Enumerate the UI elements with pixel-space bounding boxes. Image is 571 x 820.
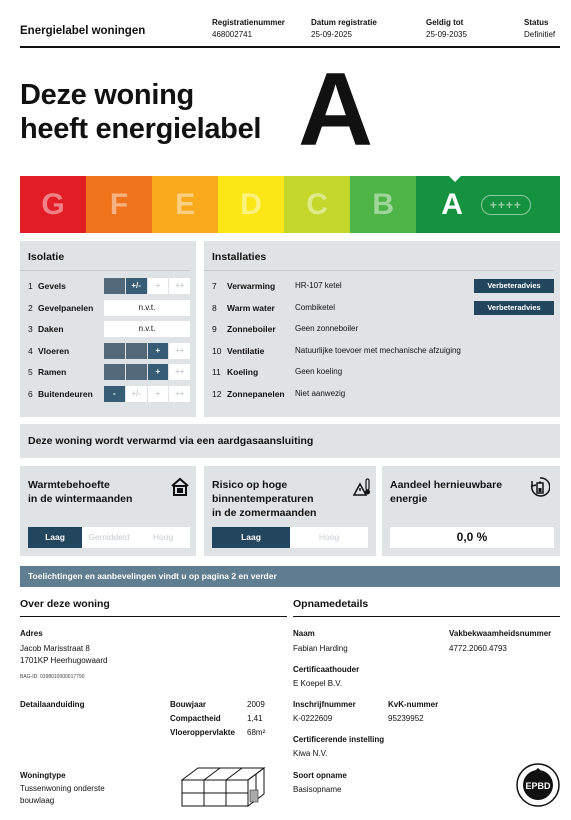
rating-segment (126, 364, 147, 380)
compactheid-value: 1,41 (247, 714, 263, 723)
registratienummer: Registratienummer 468002741 (212, 18, 285, 39)
label-b-cell (350, 176, 416, 233)
over-woning-title: Over deze woning (20, 598, 287, 617)
kvk-value: 95239952 (388, 714, 424, 723)
epbd-logo-text: EPBD (525, 781, 551, 791)
option-hoog: Hoog (290, 527, 368, 548)
row-label: Ventilatie (227, 345, 265, 356)
warmtebehoefte-card (20, 466, 196, 556)
vloeroppervlakte-label: Vloeroppervlakte (170, 728, 235, 737)
risico-card (204, 466, 376, 556)
risico-title: Risico op hoge binnentemperaturen in de zomermaanden (212, 479, 317, 519)
row-label: Warm water (227, 302, 275, 313)
rating-segment: +/- (126, 386, 147, 402)
vakbekwaamheid-value: 4772.2060.4793 (449, 644, 507, 653)
row-label: Buitendeuren (38, 388, 93, 399)
row-label: Ramen (38, 367, 67, 377)
label-letter: F (109, 187, 129, 221)
rating-segment: + (148, 386, 169, 402)
rating-segment: ++ (169, 386, 190, 402)
label-letter: C (306, 187, 328, 221)
label-f-cell (86, 176, 152, 233)
rating-segment: ++ (169, 278, 190, 294)
rating-segment: +/- (126, 278, 147, 294)
hernieuwbaar-title: Aandeel hernieuwbare energie (390, 479, 503, 505)
installatie-row (212, 343, 552, 359)
rating-segment: + (148, 343, 169, 359)
label-e-cell (152, 176, 218, 233)
label-letter: E (175, 187, 196, 221)
value-text: n.v.t. (138, 302, 156, 312)
plus-rating: ++++ (481, 195, 531, 215)
row-value: Geen zonneboiler (295, 324, 359, 333)
rating-segment (104, 278, 125, 294)
document-header (20, 14, 560, 48)
verbeteradvies-button[interactable]: Verbeteradvies (474, 301, 554, 315)
verbeteradvies-button[interactable]: Verbeteradvies (474, 279, 554, 293)
row-value: Geen koeling (295, 367, 343, 376)
row-value: Niet aanwezig (295, 388, 346, 398)
certificaathouder-value: E Koepel B.V. (293, 679, 343, 688)
warmtebehoefte-title: Warmtebehoefte in de wintermaanden (28, 479, 133, 505)
epbd-logo (515, 762, 561, 808)
isolatie-row (28, 343, 190, 359)
row-number: 3 (28, 324, 33, 334)
isolatie-row (28, 386, 190, 402)
rating-segment: - (104, 386, 125, 402)
bag-id: BAG-ID: 0398010000017790 (20, 674, 85, 680)
rating-scale (104, 364, 190, 380)
row-number: 6 (28, 388, 33, 399)
woningtype-line1: Tussenwoning onderste (20, 784, 105, 793)
row-number: 9 (212, 324, 217, 334)
status: Status Definitief (524, 18, 556, 39)
isolatie-row (28, 364, 190, 380)
rating-segment (104, 364, 125, 380)
row-label: Vloeren (38, 345, 70, 356)
label-d-cell (218, 176, 284, 233)
inschrijfnummer-value: K-0222609 (293, 714, 333, 723)
label-g-cell (20, 176, 86, 233)
row-number: 5 (28, 367, 33, 377)
certificerende-instelling-label: Certificerende instelling (293, 735, 385, 744)
hero-heading: Deze woning heeft energielabel (20, 79, 262, 145)
energy-label-scale (20, 176, 560, 233)
installaties-title: Installaties (204, 241, 554, 271)
row-label: Gevelpanelen (38, 302, 94, 313)
isolatie-title: Isolatie (20, 241, 190, 271)
installatie-row (212, 364, 552, 380)
rating-scale (104, 278, 190, 294)
rating-segment: ++ (169, 343, 190, 359)
bouwjaar-label: Bouwjaar (170, 700, 207, 709)
rating-scale (104, 386, 190, 402)
geldig-tot: Geldig tot 25-09-2035 (426, 18, 467, 39)
naam-value: Fabian Harding (293, 644, 348, 653)
document-title: Energielabel woningen (20, 25, 146, 37)
renewable-battery-icon (530, 476, 550, 498)
warmtebehoefte-scale (28, 527, 190, 548)
hernieuwbaar-card (382, 466, 560, 556)
vakbekwaamheid-label: Vakbekwaamheidsnummer (449, 629, 552, 638)
adres-label: Adres (20, 629, 43, 638)
woningtype-line2: bouwlaag (20, 796, 55, 805)
row-label: Koeling (227, 367, 259, 377)
row-number: 11 (212, 367, 221, 377)
row-value (104, 321, 190, 337)
option-hoog: Hoog (136, 527, 190, 548)
label-letter: D (240, 187, 262, 221)
installatie-row (212, 321, 552, 337)
risico-scale (212, 527, 368, 548)
house-icon (170, 476, 190, 498)
explanation-banner: Toelichtingen en aanbevelingen vindt u op pagina 2 en verder (20, 566, 560, 587)
building-diagram-icon (178, 760, 278, 810)
rating-segment: + (148, 278, 169, 294)
rating-scale (104, 343, 190, 359)
option-gemiddeld: Gemiddeld (82, 527, 136, 548)
vloeroppervlakte-value: 68m² (247, 728, 266, 737)
certificerende-instelling-value: Kiwa N.V. (293, 749, 328, 758)
label-letter: A (441, 187, 463, 221)
kvk-label: KvK-nummer (388, 700, 439, 709)
row-number: 8 (212, 302, 217, 313)
row-label: Zonneboiler (227, 324, 276, 334)
row-number: 10 (212, 345, 222, 356)
compactheid-label: Compactheid (170, 714, 221, 723)
label-letter: G (41, 187, 65, 221)
bouwjaar-value: 2009 (247, 700, 265, 709)
row-value: HR-107 ketel (295, 281, 342, 290)
isolatie-row (28, 300, 190, 316)
energy-label-letter: A (298, 52, 374, 168)
option-laag: Laag (212, 527, 290, 548)
row-number: 4 (28, 345, 33, 356)
thermometer-warning-icon (352, 476, 372, 498)
row-number: 2 (28, 302, 33, 313)
rating-segment (126, 343, 147, 359)
label-c-cell (284, 176, 350, 233)
option-laag: Laag (28, 527, 82, 548)
isolatie-row (28, 321, 190, 337)
row-value (104, 300, 190, 316)
certificaathouder-label: Certificaathouder (293, 665, 360, 674)
hernieuwbaar-value: 0,0 % (390, 527, 554, 548)
soort-opname-label: Soort opname (293, 771, 347, 780)
row-label: Gevels (38, 281, 66, 291)
active-marker (448, 175, 462, 182)
woningtype-label: Woningtype (20, 771, 66, 780)
rating-segment: ++ (169, 364, 190, 380)
row-number: 7 (212, 281, 217, 291)
row-label: Daken (38, 324, 64, 334)
adres-line1: Jacob Marisstraat 8 (20, 644, 90, 653)
row-value: Natuurlijke toevoer met mechanische afzuiging (295, 345, 461, 355)
rating-segment: + (148, 364, 169, 380)
installatie-row (212, 386, 552, 402)
heating-note: Deze woning wordt verwarmd via een aardgasaansluiting (20, 424, 560, 458)
row-number: 12 (212, 388, 222, 399)
row-value: Combiketel (295, 302, 336, 312)
row-label: Verwarming (227, 281, 276, 291)
soort-opname-value: Basisopname (293, 785, 342, 794)
naam-label: Naam (293, 629, 315, 638)
isolatie-row (28, 278, 190, 294)
value-text: n.v.t. (138, 324, 156, 333)
label-a-cell (416, 176, 560, 233)
datum-registratie: Datum registratie 25-09-2025 (311, 18, 377, 39)
row-label: Zonnepanelen (227, 388, 285, 399)
label-letter: B (372, 187, 394, 221)
opnamedetails-title: Opnamedetails (293, 598, 560, 617)
adres-line2: 1701KP Heerhugowaard (20, 656, 108, 665)
rating-segment (104, 343, 125, 359)
inschrijfnummer-label: Inschrijfnummer (293, 700, 356, 709)
row-number: 1 (28, 281, 33, 291)
detailaanduiding-label: Detailaanduiding (20, 700, 85, 709)
installaties-panel (204, 241, 560, 417)
isolatie-panel (20, 241, 196, 417)
